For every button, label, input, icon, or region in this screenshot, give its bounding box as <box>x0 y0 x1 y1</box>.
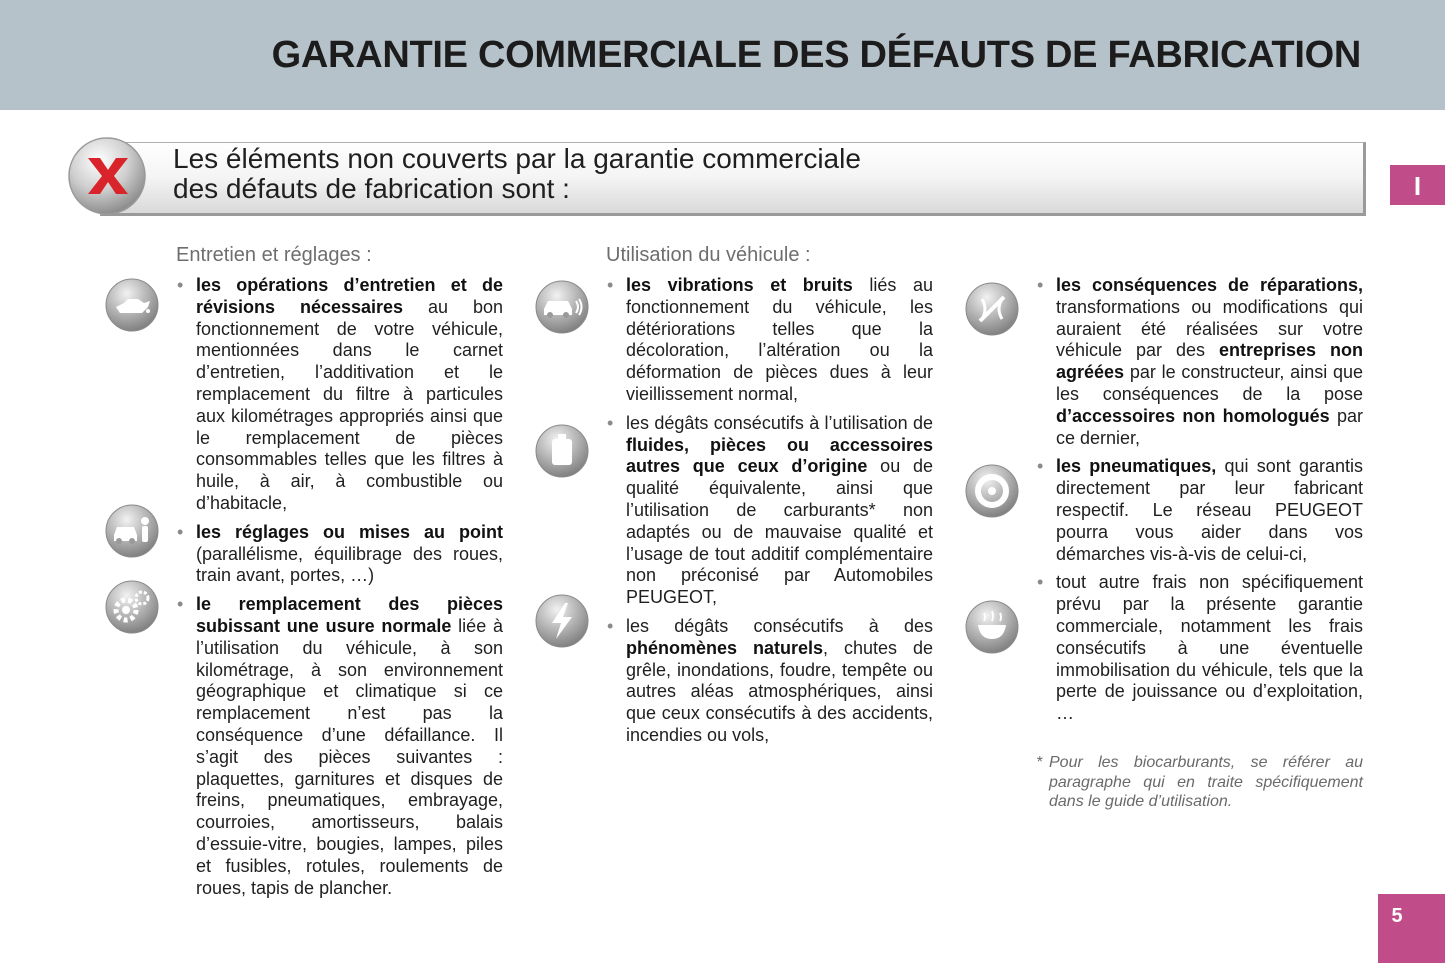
car-vibration-icon <box>534 279 590 335</box>
list-item: • les dégâts consécutifs à des phénomènes naturels, chutes de grêle, inondations, foudre, tempête ou autres aléas atmosphériques, ainsi que ceux consécutifs à des accidents, incendies ou vols, <box>607 615 934 745</box>
page-header <box>0 0 1445 110</box>
gears-icon <box>104 579 160 635</box>
footnote-text: Pour les biocarburants, se référer au paragraphe qui en traite spécifiquement dans le guide d’utilisation. <box>1049 754 1363 810</box>
banner-line-2: des défauts de fabrication sont : <box>173 173 570 204</box>
list-item: • les vibrations et bruits liés au fonctionnement du véhicule, les détériorations telles que la décoloration, l’altération ou la déformation de pièces dues à leur vieillissement normal, <box>607 275 933 404</box>
footnote-mark: * <box>1036 754 1043 771</box>
page-title: GARANTIE COMMERCIALE DES DÉFAUTS DE FABRICATION <box>271 34 1361 76</box>
coffee-cup-icon <box>964 599 1020 655</box>
x-mark-icon <box>66 136 148 216</box>
list-item: • les pneumatiques, qui sont garantis directement par leur fabricant respectif. Le réseau PEUGEOT pourra vous aider dans vos démarches vis-à-vis de celui-ci, <box>1037 456 1363 564</box>
fluid-canister-icon <box>534 423 590 479</box>
list-other <box>1036 275 1363 732</box>
oil-can-icon <box>104 277 160 333</box>
bullet: • <box>1037 275 1044 295</box>
bullet: • <box>177 521 184 542</box>
lightning-icon <box>534 593 590 649</box>
heading-vehicle-use: Utilisation du véhicule : <box>606 244 811 266</box>
page-number: 5 <box>1391 905 1403 927</box>
bullet: • <box>607 412 614 433</box>
list-item: • les opérations d’entretien et de révisions nécessaires au bon fonctionnement de votre véhicule, mentionnées dans le carnet d’entretien, l’additivation et le remplacement du filtre à particules aux kilométrages appropriés ainsi que le remplacement de pièces consommables telles que les filtres à huile, à air, à combustible ou d’habitacle, <box>177 275 503 513</box>
list-item: • les dégâts consécutifs à l’utilisation de fluides, pièces ou accessoires autres que ceux d’origine ou de qualité équivalente, ainsi que l’utilisation de carburants* non adaptés ou de mauvaise qualité et l’usage de tout additif complémentaire non préconisé par Automobiles PEUGEOT, <box>607 412 934 608</box>
tyre-icon <box>964 463 1020 519</box>
bullet: • <box>607 275 614 295</box>
list-item: • le remplacement des pièces subissant une usure normale liée à l’utilisation du véhicule, à son kilométrage, à son environnement géographique et climatique si ce remplacement n’est pas la conséquence d’une défaillance. Il s’agit des pièces suivantes : plaquettes, garnitures et disques de freins, pneumatiques, embrayage, courroies, amortisseurs, balais d’essuie-vitre, bougies, lampes, piles et fusibles, rotules, roulements de roues, tapis de plancher. <box>177 594 503 898</box>
list-item: • les conséquences de réparations, transformations ou modifications qui auraient été réalisées sur votre véhicule par des entreprises non agréées par le constructeur, ainsi que les conséquences de la pose d’accessoires non homologués par ce dernier, <box>1037 275 1363 448</box>
bullet: • <box>177 594 184 615</box>
heading-maintenance: Entretien et réglages : <box>176 244 372 266</box>
list-item: • les réglages ou mises au point (parallélisme, équilibrage des roues, train avant, portes, …) <box>177 521 503 586</box>
list-vehicle-use <box>606 275 933 754</box>
bullet: • <box>1037 456 1044 477</box>
banner-text <box>173 144 861 204</box>
intro-banner <box>100 142 1366 216</box>
car-mechanic-icon <box>104 503 160 559</box>
list-maintenance <box>176 275 503 906</box>
bullet: • <box>177 275 184 295</box>
footnote <box>1036 753 1363 812</box>
section-tab: I <box>1390 165 1445 205</box>
no-accessories-icon <box>964 281 1020 337</box>
banner-line-1: Les éléments non couverts par la garantie commerciale <box>173 143 861 174</box>
bullet: • <box>607 615 614 636</box>
bullet: • <box>1037 572 1044 593</box>
list-item: • tout autre frais non spécifiquement prévu par la présente garantie commerciale, notamment les frais consécutifs à une éventuelle immobilisation du véhicule, tels que la perte de jouissance ou d’exploitation, … <box>1037 572 1363 724</box>
